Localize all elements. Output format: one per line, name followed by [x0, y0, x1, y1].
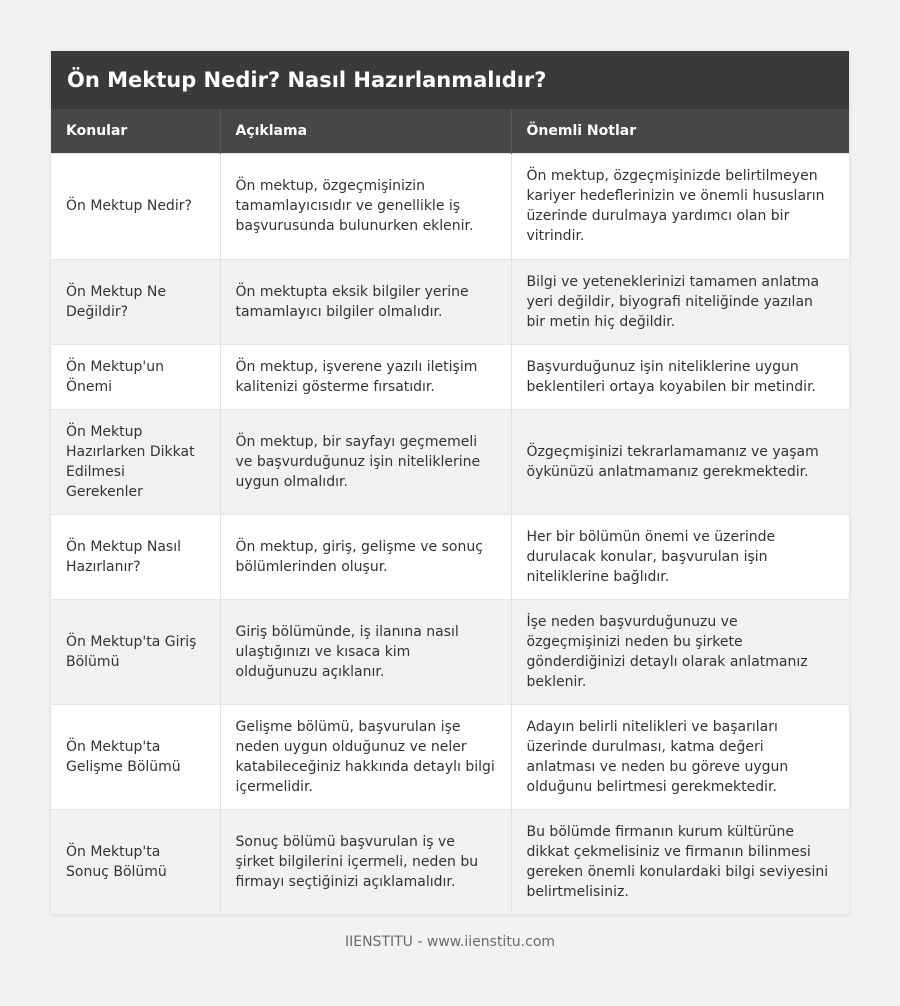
cell-description: Ön mektup, özgeçmişinizin tamamlayıcısıdır ve genellikle iş başvurusunda bulunurken eklenir. [220, 153, 511, 259]
table-row [51, 599, 849, 704]
table-row [51, 704, 849, 809]
cell-topic: Ön Mektup Ne Değildir? [51, 259, 220, 344]
table-header-row [51, 109, 849, 153]
cell-description: Ön mektup, giriş, gelişme ve sonuç bölümlerinden oluşur. [220, 514, 511, 599]
table-row [51, 809, 849, 914]
cell-topic: Ön Mektup Hazırlarken Dikkat Edilmesi Gerekenler [51, 409, 220, 514]
cell-topic: Ön Mektup'ta Giriş Bölümü [51, 599, 220, 704]
info-table [51, 109, 849, 914]
table-row [51, 514, 849, 599]
cell-topic: Ön Mektup Nedir? [51, 153, 220, 259]
column-header-description: Açıklama [220, 109, 511, 153]
table-row [51, 259, 849, 344]
cell-note: Özgeçmişinizi tekrarlamamanız ve yaşam öykünüzü anlatmamanız gerekmektedir. [511, 409, 849, 514]
cell-description: Ön mektup, işverene yazılı iletişim kalitenizi gösterme fırsatıdır. [220, 344, 511, 409]
column-header-topics: Konular [66, 122, 128, 139]
cell-note: Bu bölümde firmanın kurum kültürüne dikkat çekmelisiniz ve firmanın bilinmesi gereken önemli konulardaki bilgi seviyesini belirtmelisiniz. [511, 809, 849, 914]
cell-note: Adayın belirli nitelikleri ve başarıları üzerinde durulması, katma değeri anlatması ve neden bu göreve uygun olduğunu belirtmesi gerekmektedir. [511, 704, 849, 809]
table-row [51, 344, 849, 409]
cell-note: Başvurduğunuz işin niteliklerine uygun beklentileri ortaya koyabilen bir metindir. [511, 344, 849, 409]
cell-note: Bilgi ve yeteneklerinizi tamamen anlatma yeri değildir, biyografi niteliğinde yazılan bir metin hiç değildir. [511, 259, 849, 344]
cell-description: Ön mektup, bir sayfayı geçmemeli ve başvurduğunuz işin niteliklerine uygun olmalıdır. [220, 409, 511, 514]
content-card [51, 51, 849, 914]
cell-description: Sonuç bölümü başvurulan iş ve şirket bilgilerini içermeli, neden bu firmayı seçtiğinizi açıklamalıdır. [220, 809, 511, 914]
cell-note: Her bir bölümün önemi ve üzerinde durulacak konular, başvurulan işin niteliklerine bağlıdır. [511, 514, 849, 599]
cell-topic: Ön Mektup'ta Gelişme Bölümü [51, 704, 220, 809]
cell-note: Ön mektup, özgeçmişinizde belirtilmeyen kariyer hedeflerinizin ve önemli hususların üzerinde durulmaya yardımcı olan bir vitrindir. [511, 153, 849, 259]
page-title: Ön Mektup Nedir? Nasıl Hazırlanmalıdır? [51, 51, 849, 109]
cell-description: Ön mektupta eksik bilgiler yerine tamamlayıcı bilgiler olmalıdır. [220, 259, 511, 344]
cell-note: İşe neden başvurduğunuzu ve özgeçmişinizi neden bu şirkete gönderdiğinizi detaylı olarak anlatmanız beklenir. [511, 599, 849, 704]
cell-topic: Ön Mektup'un Önemi [51, 344, 220, 409]
footer-credit: IIENSTITU - www.iienstitu.com [344, 934, 556, 950]
column-header-notes: Önemli Notlar [511, 109, 849, 153]
cell-topic: Ön Mektup Nasıl Hazırlanır? [51, 514, 220, 599]
cell-topic: Ön Mektup'ta Sonuç Bölümü [51, 809, 220, 914]
cell-description: Giriş bölümünde, iş ilanına nasıl ulaştığınızı ve kısaca kim olduğunuzu açıklanır. [220, 599, 511, 704]
table-row [51, 409, 849, 514]
cell-description: Gelişme bölümü, başvurulan işe neden uygun olduğunuz ve neler katabileceğiniz hakkında detaylı bilgi içermelidir. [220, 704, 511, 809]
table-row [51, 153, 849, 259]
